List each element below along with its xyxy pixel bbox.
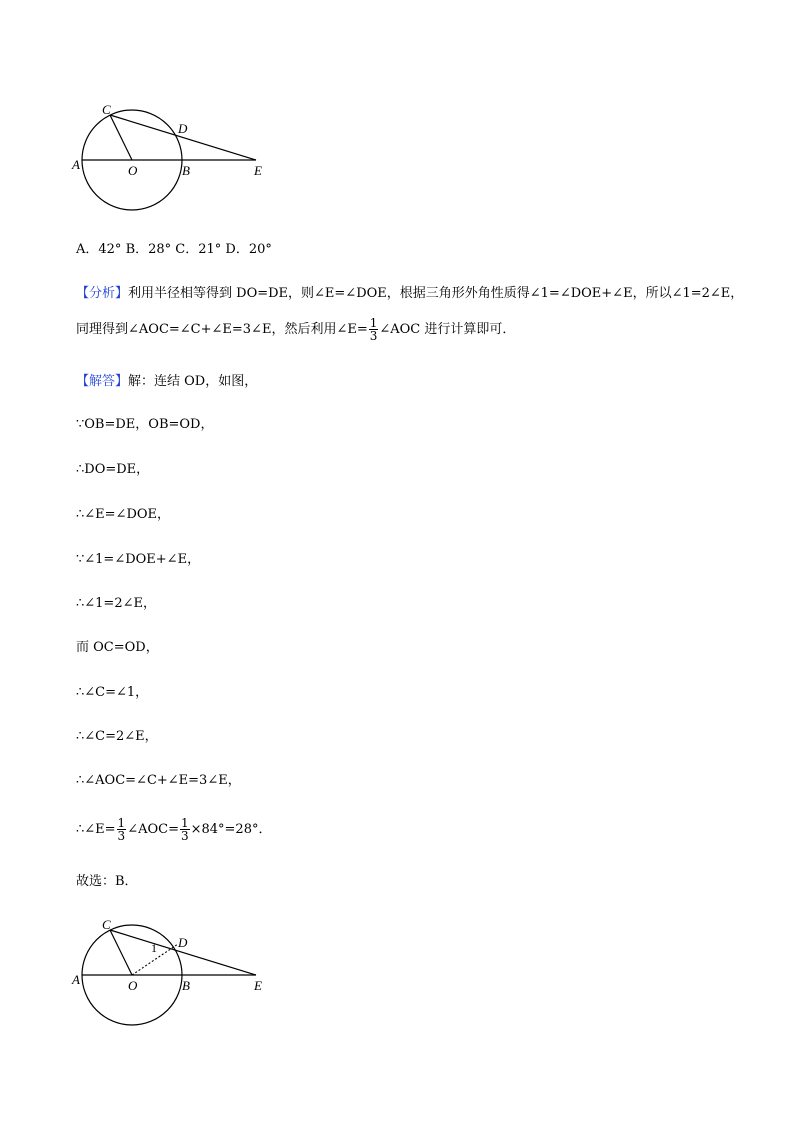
geometry-figure-1 (60, 100, 280, 220)
label-b: B (182, 163, 190, 178)
label-d: D (178, 121, 188, 136)
final-text-a: ∴∠E= (76, 822, 116, 837)
label-e: E (254, 978, 262, 993)
analysis-line-2 (76, 317, 515, 342)
solution-step: ∴∠C=2∠E， (76, 729, 158, 744)
line-oc (110, 930, 132, 975)
solution-step: ∴∠E=∠DOE， (76, 507, 171, 522)
analysis-text-2b: ∠AOC 进行计算即可． (379, 322, 516, 337)
label-c: C (102, 102, 111, 117)
label-c: C (102, 917, 111, 932)
label-o: O (128, 978, 138, 993)
analysis-line-1 (76, 284, 743, 304)
analysis-text-2a: 同理得到∠AOC=∠C+∠E=3∠E，然后利用∠E= (76, 322, 368, 337)
final-text-c: ×84°=28°． (190, 822, 272, 837)
fraction-one-third: $\frac{1}{3}$ (117, 816, 126, 843)
solution-intro (76, 372, 257, 392)
solution-final (76, 817, 271, 842)
fraction-one-third: $\frac{1}{3}$ (180, 816, 189, 843)
solution-step: ∵∠1=∠DOE+∠E， (76, 552, 201, 567)
fraction-one-third: $\frac{1}{3}$ (369, 316, 378, 343)
solution-step: 而 OC=OD， (76, 640, 159, 655)
label-a: A (72, 972, 80, 987)
label-e: E (254, 163, 262, 178)
solution-tag: 【解答】 (76, 374, 129, 389)
answer-options: A．42° B．28° C．21° D．20° (76, 242, 272, 257)
solution-step: ∴∠AOC=∠C+∠E=3∠E， (76, 773, 241, 788)
label-angle-1: 1 (151, 941, 157, 955)
solution-step: ∴∠C=∠1， (76, 685, 149, 700)
label-o: O (128, 163, 138, 178)
analysis-text-1: 利用半径相等得到 DO=DE，则∠E=∠DOE，根据三角形外角性质得∠1=∠DOE+∠E，所以∠1=2∠E， (128, 286, 744, 301)
geometry-figure-2 (60, 915, 280, 1035)
solution-intro-text: 解：连结 OD，如图， (128, 374, 258, 389)
solution-step: ∵OB=DE，OB=OD， (76, 417, 214, 432)
final-text-b: ∠AOC= (127, 822, 179, 837)
label-d: D (178, 935, 188, 950)
final-answer: 故选：B． (76, 874, 138, 889)
line-oc (110, 115, 132, 160)
label-b: B (182, 978, 190, 993)
solution-step: ∴DO=DE， (76, 462, 150, 477)
solution-step: ∴∠1=2∠E， (76, 596, 156, 611)
label-a: A (72, 157, 80, 172)
analysis-tag: 【分析】 (76, 286, 129, 301)
